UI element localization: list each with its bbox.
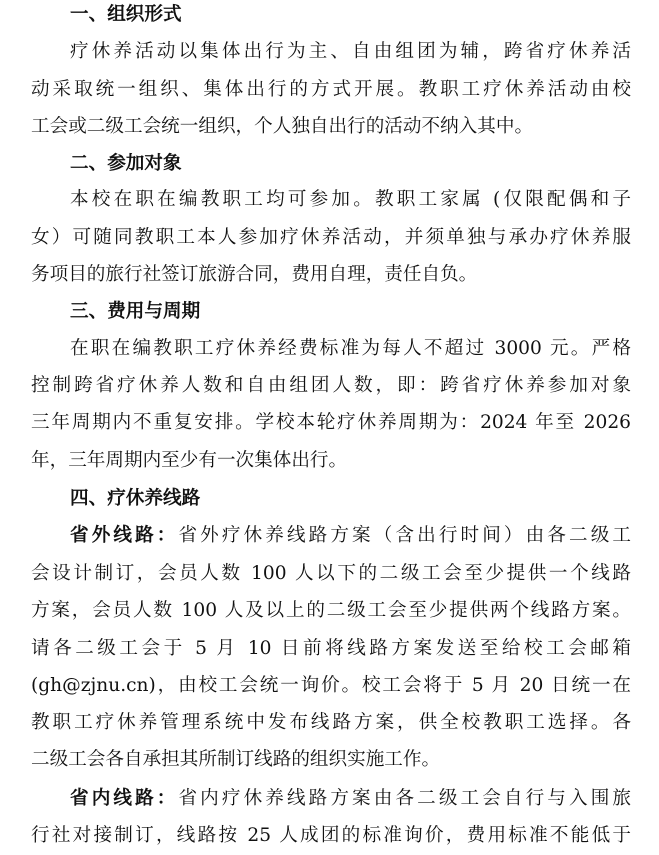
paragraph-line <box>70 517 631 555</box>
section-heading-routes: 四、疗休养线路 <box>70 488 201 509</box>
paragraph-line: 年，三年周期内至少有一次集体出行。 <box>31 450 348 471</box>
paragraph-line: 教职工疗休养管理系统中发布线路方案，供全校教职工选择。各 <box>31 712 631 733</box>
outside-routes-label: 省外线路： <box>70 525 179 546</box>
paragraph-line: 会设计制订，会员人数 100 人以下的二级工会至少提供一个线路 <box>31 563 631 584</box>
paragraph-line: 在职在编教职工疗休养经费标准为每人不超过 3000 元。严格 <box>70 338 631 359</box>
paragraph-text: 省外疗休养线路方案（含出行时间）由各二级工 <box>178 525 631 546</box>
paragraph-line: 本校在职在编教职工均可参加。教职工家属 (仅限配偶和子 <box>70 189 631 210</box>
paragraph-line: 方案，会员人数 100 人及以上的二级工会至少提供两个线路方案。 <box>31 600 631 621</box>
paragraph-line: 务项目的旅行社签订旅游合同，费用自理，责任自负。 <box>31 264 478 285</box>
paragraph-text: 省内疗休养线路方案由各二级工会自行与入围旅 <box>178 788 631 809</box>
paragraph-line: 二级工会各自承担其所制订线路的组织实施工作。 <box>31 749 441 770</box>
paragraph-line: 控制跨省疗休养人数和自由组团人数，即：跨省疗休养参加对象 <box>31 375 631 396</box>
paragraph-line: 三年周期内不重复安排。学校本轮疗休养周期为：2024 年至 2026 <box>31 412 631 433</box>
section-heading-participants: 二、参加对象 <box>70 153 182 174</box>
section-heading-organization: 一、组织形式 <box>70 4 182 25</box>
paragraph-line: 女）可随同教职工本人参加疗休养活动，并须单独与承办疗休养服 <box>31 227 631 248</box>
paragraph-line: 动采取统一组织、集体出行的方式开展。教职工疗休养活动由校 <box>31 79 631 100</box>
paragraph-line: 疗休养活动以集体出行为主、自由组团为辅，跨省疗休养活 <box>70 41 631 62</box>
section-heading-cost-cycle: 三、费用与周期 <box>70 301 201 322</box>
paragraph-line: 行社对接制订，线路按 25 人成团的标准询价，费用标准不能低于 <box>31 825 631 846</box>
paragraph-line: 工会或二级工会统一组织，个人独自出行的活动不纳入其中。 <box>31 116 534 137</box>
inside-routes-label: 省内线路： <box>70 788 179 809</box>
paragraph-line: (gh@zjnu.cn)，由校工会统一询价。校工会将于 5 月 20 日统一在 <box>31 675 631 696</box>
paragraph-line: 请各二级工会于 5 月 10 日前将线路方案发送至给校工会邮箱 <box>31 638 631 659</box>
paragraph-line <box>70 780 631 818</box>
